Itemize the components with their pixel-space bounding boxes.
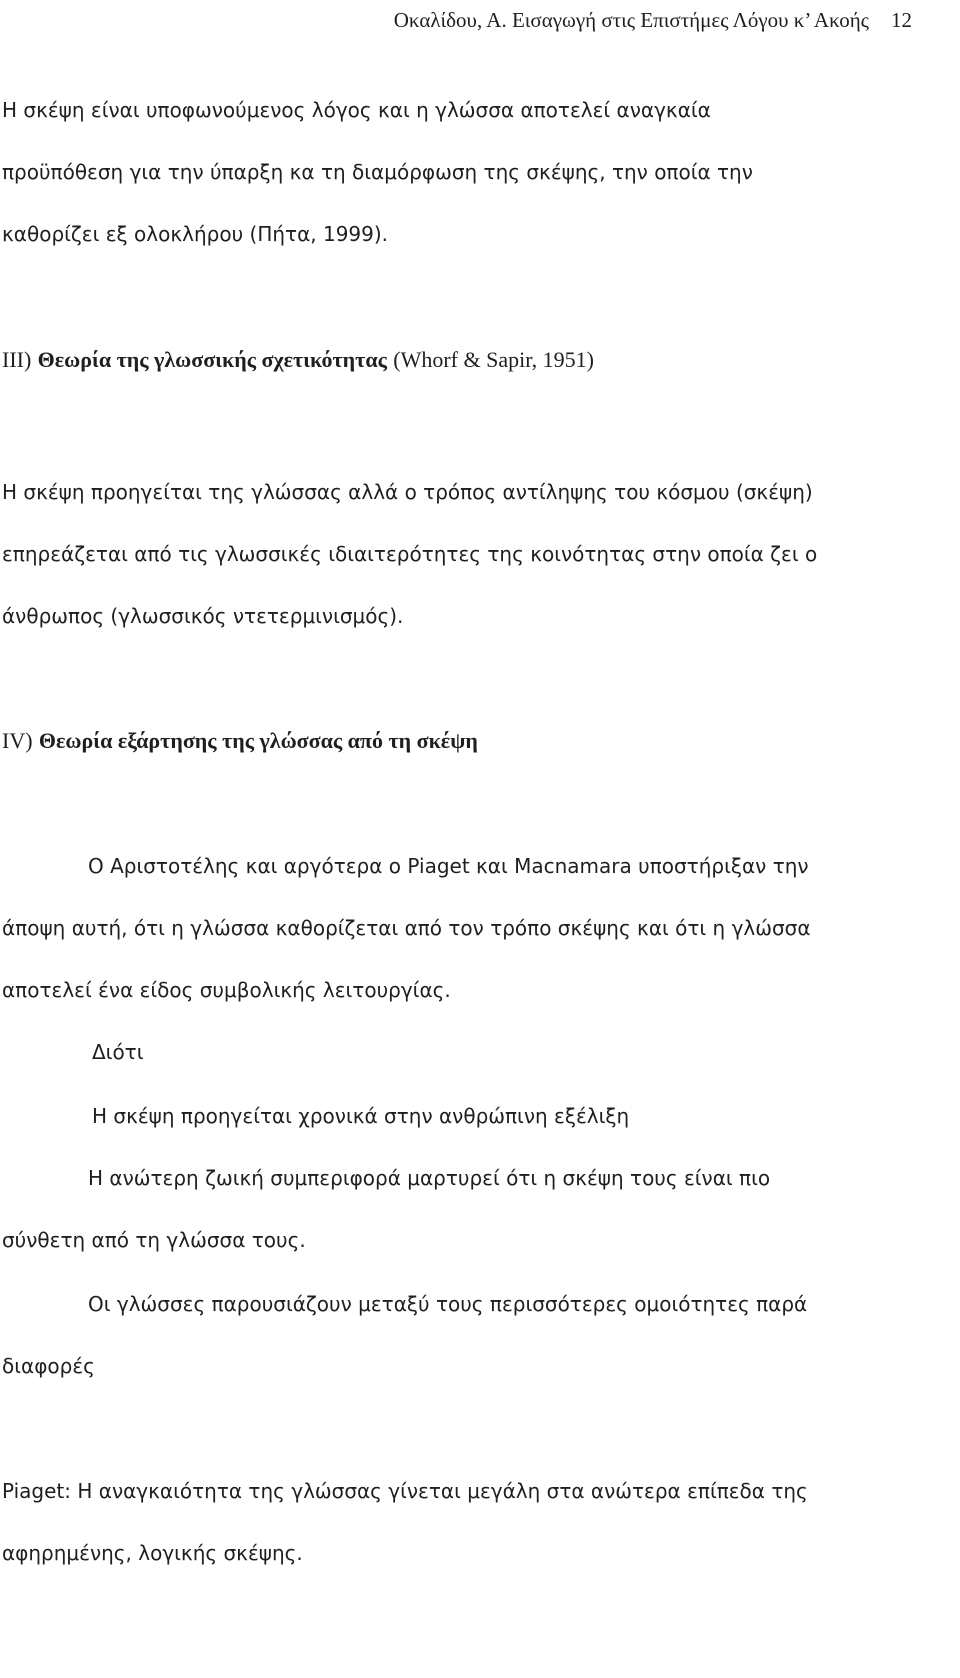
intro-line-1: Η σκέψη είναι υποφωνούμενος λόγος και η γλώσσα αποτελεί αναγκαία xyxy=(2,98,711,122)
section-4-paragraph-line-3: αποτελεί ένα είδος συμβολικής λειτουργίας. xyxy=(2,978,451,1002)
section-3-line-2: επηρεάζεται από τις γλωσσικές ιδιαιτερότητες της κοινότητας στην οποία ζει ο xyxy=(2,542,818,566)
dioti-label: Διότι xyxy=(92,1040,144,1064)
intro-line-3: καθορίζει εξ ολοκλήρου (Πήτα, 1999). xyxy=(2,222,389,246)
reason-3-line-1: Οι γλώσσες παρουσιάζουν μεταξύ τους περισσότερες ομοιότητες παρά xyxy=(88,1292,808,1316)
reason-2-line-2: σύνθετη από τη γλώσσα τους. xyxy=(2,1228,306,1252)
section-3-line-3: άνθρωπος (γλωσσικός ντετερμινισμός). xyxy=(2,604,404,628)
page-number: 12 xyxy=(891,7,912,32)
section-4-paragraph-line-1: Ο Αριστοτέλης και αργότερα ο Piaget και Macnamara υποστήριξαν την xyxy=(88,854,809,878)
section-3-citation: (Whorf & Sapir, 1951) xyxy=(393,347,594,372)
section-3-heading xyxy=(2,346,930,374)
section-4-number: ΙV) xyxy=(2,728,33,753)
intro-line-2: προϋπόθεση για την ύπαρξη κα τη διαμόρφωση της σκέψης, την οποία την xyxy=(2,160,753,184)
piaget-line-1: Piaget: Η αναγκαιότητα της γλώσσας γίνεται μεγάλη στα ανώτερα επίπεδα της xyxy=(2,1479,808,1503)
section-3-number: ΙΙΙ) xyxy=(2,347,32,372)
reason-1: Η σκέψη προηγείται χρονικά στην ανθρώπινη εξέλιξη xyxy=(92,1104,630,1128)
reason-2-line-1: Η ανώτερη ζωική συμπεριφορά μαρτυρεί ότι η σκέψη τους είναι πιο xyxy=(88,1166,771,1190)
section-3-line-1: Η σκέψη προηγείται της γλώσσας αλλά ο τρόπος αντίληψης του κόσμου (σκέψη) xyxy=(2,480,813,504)
section-4-title: Θεωρία εξάρτησης της γλώσσας από τη σκέψη xyxy=(38,728,478,753)
running-head: Οκαλίδου, Α. Εισαγωγή στις Επιστήμες Λόγου κ’ Ακοής xyxy=(393,7,869,32)
piaget-line-2: αφηρημένης, λογικής σκέψης. xyxy=(2,1541,303,1565)
section-4-paragraph-line-2: άποψη αυτή, ότι η γλώσσα καθορίζεται από τον τρόπο σκέψης και ότι η γλώσσα xyxy=(2,916,811,940)
section-3-title: Θεωρία της γλωσσικής σχετικότητας xyxy=(37,347,387,372)
running-header xyxy=(394,0,912,40)
reason-3-line-2: διαφορές xyxy=(2,1354,95,1378)
section-4-heading xyxy=(2,727,930,755)
